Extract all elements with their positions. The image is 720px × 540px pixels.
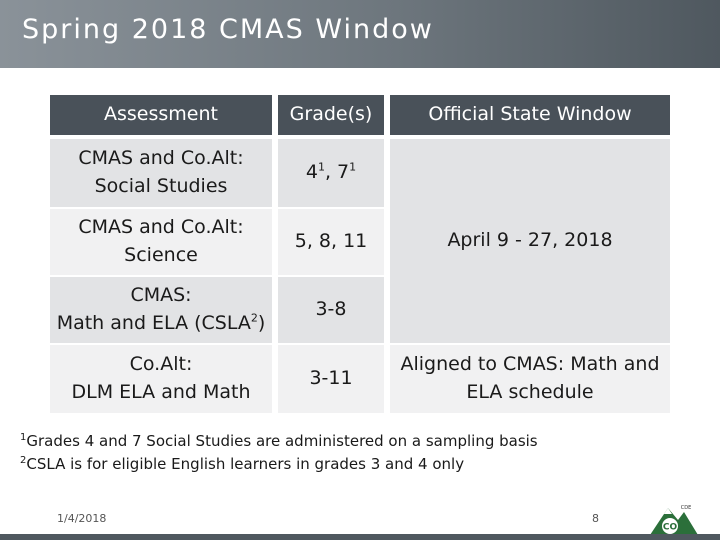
footnote-marker: 1 xyxy=(349,160,357,174)
header-grades: Grade(s) xyxy=(278,95,384,135)
svg-text:CO: CO xyxy=(662,522,678,533)
assessment-cell-social-studies xyxy=(50,139,272,207)
grade-value: 4 xyxy=(305,161,318,184)
assessment-line: CMAS: xyxy=(130,284,192,307)
slide-title: Spring 2018 CMAS Window xyxy=(22,14,434,45)
grades-cell-science: 5, 8, 11 xyxy=(278,209,384,275)
assessment-line: CMAS and Co.Alt: xyxy=(78,147,244,170)
grade-value: 7 xyxy=(337,161,350,184)
title-bar xyxy=(0,0,720,68)
assessment-line: Social Studies xyxy=(94,175,228,197)
footnote-marker: 1 xyxy=(20,432,27,443)
footnote-marker: 1 xyxy=(317,160,325,174)
footnote-marker: 2 xyxy=(250,311,258,325)
header-window: Official State Window xyxy=(390,95,670,135)
footnote-text: Grades 4 and 7 Social Studies are administered on a sampling basis xyxy=(26,432,538,450)
assessment-line: CMAS and Co.Alt: xyxy=(78,216,244,239)
assessment-line: ) xyxy=(257,312,266,334)
footnotes xyxy=(20,430,538,475)
footnote-marker: 2 xyxy=(20,454,27,466)
window-cell-merged: April 9 - 27, 2018 xyxy=(390,139,670,343)
assessment-table xyxy=(50,95,670,413)
assessment-line: Math and ELA (CSLA xyxy=(56,312,251,334)
assessment-line: Co.Alt: xyxy=(129,353,193,376)
assessment-cell-math-ela xyxy=(50,277,272,343)
grade-separator: , xyxy=(324,161,338,184)
slide-date: 1/4/2018 xyxy=(57,512,107,525)
svg-text:CDE: CDE xyxy=(680,505,692,511)
footnote xyxy=(20,453,538,476)
page-number: 8 xyxy=(592,512,599,525)
grades-cell-dlm: 3-11 xyxy=(278,345,384,413)
colorado-logo-icon xyxy=(648,502,700,536)
footnote xyxy=(20,430,538,453)
window-cell-dlm xyxy=(390,345,670,413)
grades-cell-social-studies xyxy=(278,139,384,207)
bottom-strip xyxy=(0,534,720,540)
footnote-text: CSLA is for eligible English learners in grades 3 and 4 only xyxy=(26,454,465,473)
assessment-cell-science xyxy=(50,209,272,275)
header-assessment: Assessment xyxy=(50,95,272,135)
window-line: ELA schedule xyxy=(466,381,594,403)
assessment-line: Science xyxy=(124,244,198,266)
assessment-cell-dlm xyxy=(50,345,272,413)
assessment-line: DLM ELA and Math xyxy=(71,381,251,403)
grades-cell-math-ela: 3-8 xyxy=(278,277,384,343)
window-line: Aligned to CMAS: Math and xyxy=(400,353,660,376)
